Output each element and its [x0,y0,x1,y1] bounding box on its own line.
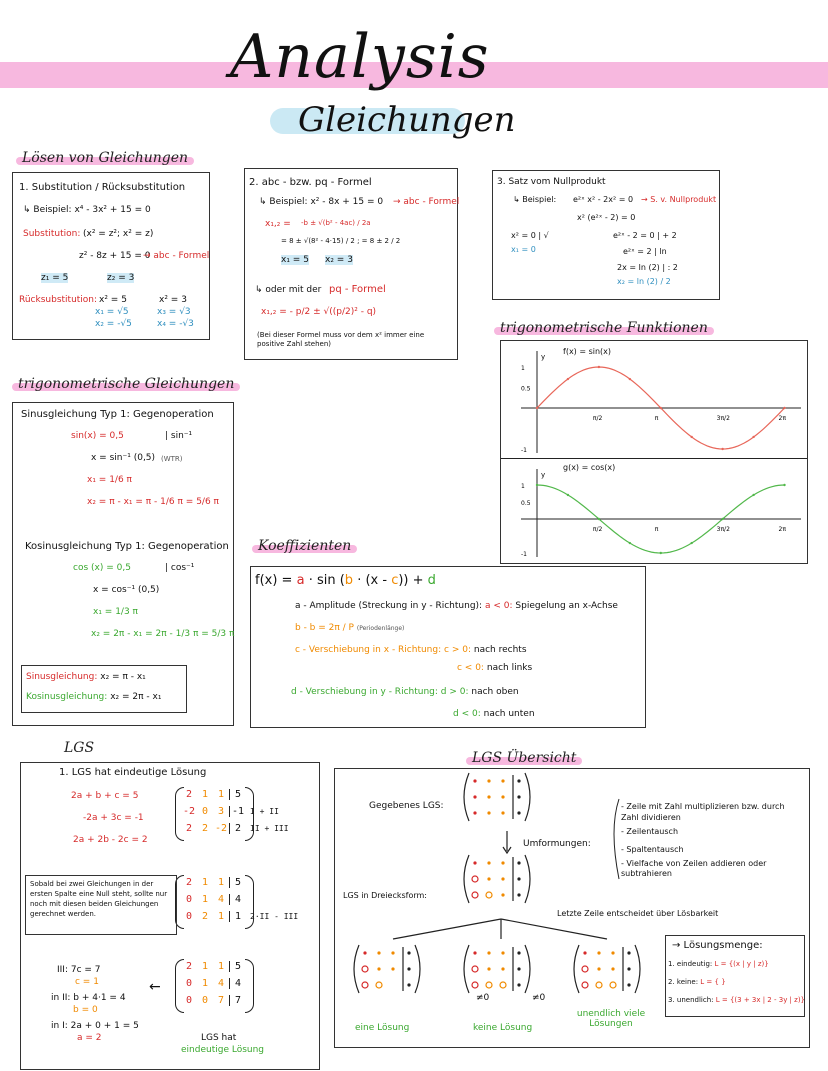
lgs-s6: a = 2 [77,1033,102,1043]
coef-dot [473,811,476,814]
matrix-cell: 1 [229,911,246,922]
r6: x₄ = -√3 [157,319,194,329]
coef-dot [597,967,600,970]
x-tick-label: 3π/2 [716,415,730,422]
r1: x² = 5 [99,295,127,305]
sin-op: | sin⁻¹ [165,431,193,441]
y-tick-label: -1 [521,447,527,454]
lgs-eq1: 2a + b + c = 5 [71,791,139,801]
matrix-bracket-left [175,959,184,1013]
abc-example: ↳ Beispiel: x² - 8x + 15 = 0 [259,197,384,207]
sin-title: Sinusgleichung Typ 1: Gegenoperation [21,409,214,420]
abc-pq-box [244,168,458,360]
substitution-box [12,172,210,340]
cos-title: Kosinusgleichung Typ 1: Gegenoperation [25,541,229,552]
matrix-cell: 1 [217,877,225,888]
data-point [721,448,723,450]
r2: x₁ = √5 [95,307,129,317]
koeff-b: b - b = 2π / P (Periodenlänge) [295,623,405,633]
data-point [567,494,569,496]
matrix-cell: 4 [229,978,246,989]
coef-dot [473,861,476,864]
case3-bracket-left [574,945,579,993]
rule-1: - Zeile mit Zahl multiplizieren bzw. durch Zahl dividieren [621,802,785,822]
data-point [629,542,631,544]
lgs-eq2: -2a + 3c = -1 [83,813,144,823]
lgs-result2: eindeutige Lösung [181,1045,265,1055]
y-tick-label: 0.5 [521,500,531,507]
x-tick-label: π/2 [592,415,603,422]
lgs-s5: in I: 2a + 0 + 1 = 5 [51,1021,139,1031]
matrix-cell: 2 [201,823,209,834]
lgs-s2: c = 1 [75,977,99,987]
matrix-cell: 1 [217,961,225,972]
lgs-note: Sobald bei zwei Gleichungen in der ersten Spalte eine Null steht, sollte nur noch mit diesen beiden Gleichungen gerechnet werden. [30,880,168,918]
matrix-cell: 3 [217,806,225,817]
coef-dot [501,811,504,814]
coef-dot [487,951,490,954]
data-point [691,436,693,438]
neq-1: ≠0 [476,993,490,1003]
data-point [752,436,754,438]
zero-circle [362,982,368,988]
matrix-cell: 1 [201,789,209,800]
trig-summary-box [21,665,187,713]
coef-dot [487,967,490,970]
cos-x: x = cos⁻¹ (0,5) [93,585,160,595]
coef-dot [473,779,476,782]
lgs-s3: in II: b + 4·1 = 4 [51,993,126,1003]
x-tick-label: 3π/2 [716,526,730,533]
x-tick-label: π [654,415,659,422]
coef-dot [473,795,476,798]
dreieck-bracket-left [464,855,469,903]
matrix-row [181,995,246,1012]
rhs-dot [627,967,630,970]
abc-formula-lhs: x₁,₂ = [265,219,291,229]
neq-2: ≠0 [532,993,546,1003]
nullprodukt-r3: 2x = ln (2) | : 2 [617,263,678,272]
matrix-bracket-left [175,787,184,841]
coef-dot [377,951,380,954]
matrix-op: II + III [250,824,289,833]
coef-dot [487,811,490,814]
matrix-cell: 1 [201,978,209,989]
branch-arrow-right [501,919,607,939]
zero-circle [582,982,588,988]
abc-x1: x₁ = 5 [281,255,309,265]
cos-chart-label: g(x) = cos(x) [563,463,616,472]
data-point [691,542,693,544]
case1-bracket-right [415,945,420,993]
sin-x2: x₂ = π - x₁ = π - 1/6 π = 5/6 π [87,497,219,507]
data-point [783,407,785,409]
matrix-row [181,894,298,911]
abc-formula: -b ± √(b² - 4ac) / 2a [301,219,371,227]
substitution-eq: (x² = z²; x² = z) [83,229,154,239]
r5: x₃ = √3 [157,307,191,317]
rhs-dot [517,967,520,970]
lgs-uebersicht-box [334,768,810,1048]
coef-dot [611,967,614,970]
data-point [598,518,600,520]
matrix-cell: 0 [185,978,193,989]
rule-4: - Vielfache von Zeilen addieren oder subtrahieren [621,859,767,878]
data-point [567,378,569,380]
matrix-cell: 5 [229,789,246,800]
cos-chart [501,459,807,563]
coef-dot [501,967,504,970]
zero-circle [376,982,382,988]
x-tick-label: 2π [778,526,786,533]
coef-dot [611,951,614,954]
section-heading-trig: trigonometrische Gleichungen [12,376,240,392]
koeff-c2: c < 0: nach links [457,663,533,673]
zero-circle [596,982,602,988]
matrix-op: 2·II - III [250,912,299,921]
koeff-c: c - Verschiebung in x - Richtung: c > 0: nach rechts [295,645,527,655]
lgs-note-box [25,875,177,935]
rules-brace [614,799,619,879]
matrix-cell: 5 [229,877,246,888]
sin-x: x = sin⁻¹ (0,5) [91,453,156,463]
coef-dot [473,951,476,954]
y-tick-label: 1 [521,483,525,490]
matrix-bracket-right [245,875,254,929]
section-heading-loesen: Lösen von Gleichungen [16,150,194,166]
y-axis-label: y [541,353,546,361]
matrix-row [181,978,246,995]
x-tick-label: 2π [778,415,786,422]
lgs-result1: LGS hat [201,1033,237,1043]
nullprodukt-beispiel-label: ↳ Beispiel: [513,195,557,204]
substitution-example: ↳ Beispiel: x⁴ - 3x² + 15 = 0 [23,205,151,215]
matrix-row [181,806,289,823]
substitution-label: Substitution: [23,229,81,239]
coef-dot [487,877,490,880]
data-point [629,378,631,380]
ruecksubst-label: Rücksubstitution: [19,295,98,305]
matrix-cell: 2 [201,911,209,922]
coef-dot [363,951,366,954]
zero-circle [362,966,368,972]
gegeben-label: Gegebenes LGS: [369,801,444,811]
coef-dot [501,893,504,896]
rhs-dot [627,983,630,986]
rhs-dot [627,951,630,954]
koeffizienten-box [250,566,646,728]
rhs-dot [407,983,410,986]
matrix-cell: 1 [201,894,209,905]
matrix-row [181,877,298,894]
section-heading-lgs: LGS [64,740,95,756]
given-bracket-left [464,773,469,821]
rhs-dot [517,861,520,864]
r3: x₂ = -√5 [95,319,132,329]
case-keine: keine Lösung [473,1023,533,1033]
rhs-dot [407,951,410,954]
loesungsmenge-box [665,935,805,1017]
data-point [752,494,754,496]
matrix-cell: 0 [185,911,193,922]
pq-formula: x₁,₂ = - p/2 ± √((p/2)² - q) [261,307,377,317]
case2-bracket-left [464,945,469,993]
nullprodukt-box [492,170,720,300]
pq-label: pq - Formel [329,284,386,295]
cos-eq: cos (x) = 0,5 [73,563,131,573]
matrix-cell: 2 [185,961,193,972]
data-point [536,484,538,486]
coef-dot [391,967,394,970]
trig-functions-box [500,340,808,564]
z1: z₁ = 5 [41,273,69,283]
coef-dot [377,967,380,970]
back-arrow-icon: ← [149,979,161,995]
nullprodukt-eq: e²ˣ x² - 2x² = 0 [573,195,634,204]
rule-2: - Zeilentausch [621,827,679,836]
nullprodukt-factored: x² (e²ˣ - 2) = 0 [577,213,636,222]
x-tick-label: π/2 [592,526,603,533]
matrix-cell: 0 [185,995,193,1006]
data-point [536,407,538,409]
koeff-d: d - Verschiebung in y - Richtung: d > 0: nach oben [291,687,519,697]
cos-x1: x₁ = 1/3 π [93,607,138,617]
matrix-cell: -2 [182,806,196,817]
coef-dot [391,951,394,954]
matrix-cell: 1 [201,877,209,888]
umformungen-label: Umformungen: [523,839,591,849]
lgs-title: 1. LGS hat eindeutige Lösung [59,767,207,778]
coef-dot [583,951,586,954]
coef-dot [501,779,504,782]
matrix-cell: 2 [229,823,246,834]
data-point [660,407,662,409]
coef-dot [501,795,504,798]
coef-dot [487,779,490,782]
quadratic-eq: z² - 8z + 15 = 0 [79,251,151,261]
y-tick-label: 1 [521,365,525,372]
nullprodukt-r1: e²ˣ - 2 = 0 | + 2 [613,231,677,240]
lgs-matrix-2 [181,877,298,928]
matrix-cell: 1 [217,789,225,800]
abc-arrow-2: → abc - Formel [393,197,460,207]
matrix-cell: 1 [201,961,209,972]
lgs-matrix-3 [181,961,246,1012]
matrix-bracket-right [245,787,254,841]
zero-circle [472,966,478,972]
data-point [721,518,723,520]
matrix-cell: 0 [185,894,193,905]
matrix-row [181,823,289,840]
sum-cos: Kosinusgleichung: x₂ = 2π - x₁ [26,692,162,702]
lm-title: → Lösungsmenge: [672,940,763,951]
y-axis-label: y [541,471,546,479]
sin-chart [501,341,807,459]
nullprodukt-r2: e²ˣ = 2 | ln [623,247,667,256]
abc-calc: = 8 ± √(8² - 4·15) / 2 ; = 8 ± 2 / 2 [281,237,401,245]
zero-circle [500,982,506,988]
pq-note: (Bei dieser Formel muss vor dem x² immer eine positive Zahl stehen) [257,331,425,348]
coef-dot [487,795,490,798]
lm-2: 2. keine: L = { } [668,978,726,986]
matrix-cell: 4 [217,978,225,989]
rhs-dot [517,779,520,782]
coef-dot [501,951,504,954]
matrix-cell: 2 [185,877,193,888]
rhs-dot [517,893,520,896]
matrix-cell: 7 [217,995,225,1006]
rhs-dot [517,795,520,798]
r4: x² = 3 [159,295,187,305]
matrix-cell: 1 [217,911,225,922]
nullprodukt-l2: x₁ = 0 [511,245,536,254]
substitution-title: 1. Substitution / Rücksubstitution [19,182,186,193]
case1-bracket-left [354,945,359,993]
dreieck-bracket-right [525,855,530,903]
section-heading-koeff: Koeffizienten [252,538,357,554]
coef-dot [501,877,504,880]
coef-dot [597,951,600,954]
letzte-zeile-label: Letzte Zeile entscheidet über Lösbarkeit [557,909,719,918]
matrix-cell: 4 [229,894,246,905]
cos-x2: x₂ = 2π - x₁ = 2π - 1/3 π = 5/3 π [91,629,235,639]
case-unendlich: unendlich viele Lösungen [576,1009,646,1029]
nullprodukt-l1: x² = 0 | √ [511,231,549,240]
zero-circle [472,876,478,882]
sin-eq: sin(x) = 0,5 [71,431,124,441]
lm-1: 1. eindeutig: L = {(x | y | z)} [668,960,769,968]
rule-3: - Spaltentausch [621,845,684,854]
matrix-cell: 0 [201,995,209,1006]
page-title: Analysis [230,22,490,92]
nullprodukt-r4: x₂ = ln (2) / 2 [617,277,671,286]
sin-chart-label: f(x) = sin(x) [563,347,612,356]
case2-bracket-right [525,945,530,993]
matrix-cell: 4 [217,894,225,905]
lgs-matrix-1 [181,789,289,840]
z2: z₂ = 3 [107,273,135,283]
y-tick-label: 0.5 [521,385,531,393]
abc-arrow: → abc - Formel [143,251,210,261]
lgs-s1: III: 7c = 7 [57,965,101,975]
nullprodukt-arrow: → S. v. Nullprodukt [641,195,717,204]
matrix-cell: 2 [185,823,193,834]
section-heading-lgsu: LGS Übersicht [466,750,582,766]
trig-equations-box [12,402,234,726]
case-eine: eine Lösung [355,1023,410,1033]
abc-title: 2. abc - bzw. pq - Formel [249,177,372,188]
data-point [783,484,785,486]
lgs-box [20,762,320,1070]
koeff-formula: f(x) = a · sin (b · (x - c)) + d [255,573,436,588]
section-heading-trigfunk: trigonometrische Funktionen [494,320,714,336]
rhs-dot [517,951,520,954]
given-bracket-right [525,773,530,821]
zero-circle [472,982,478,988]
rhs-dot [517,877,520,880]
zero-circle [486,892,492,898]
zero-circle [610,982,616,988]
matrix-row [181,961,246,978]
nullprodukt-title: 3. Satz vom Nullprodukt [497,177,606,187]
zero-circle [472,892,478,898]
matrix-cell: -1 [229,806,246,817]
data-point [598,366,600,368]
abc-x2: x₂ = 3 [325,255,353,265]
matrix-row [181,911,298,928]
sum-sin: Sinusgleichung: x₂ = π - x₁ [26,672,146,682]
rhs-dot [407,967,410,970]
page-subtitle: Gleichungen [298,100,516,140]
matrix-bracket-right [245,959,254,1013]
matrix-cell: -2 [214,823,228,834]
wtr-note: (WTR) [161,455,183,463]
rhs-dot [517,983,520,986]
dreieck-label: LGS in Dreiecksform: [343,891,427,900]
y-tick-label: -1 [521,551,527,558]
matrix-cell: 0 [201,806,209,817]
zero-circle [582,966,588,972]
matrix-row [181,789,289,806]
koeff-a: a - Amplitude (Streckung in y - Richtung): a < 0: Spiegelung an x-Achse [295,601,618,611]
lgs-eq3: 2a + 2b - 2c = 2 [73,835,148,845]
matrix-op: I + II [250,807,279,816]
cos-op: | cos⁻¹ [165,563,195,573]
x-tick-label: π [654,526,659,533]
data-point [660,552,662,554]
koeff-d2: d < 0: nach unten [453,709,535,719]
matrix-cell: 2 [185,789,193,800]
rhs-dot [517,811,520,814]
lm-3: 3. unendlich: L = {(3 + 3x | 2 - 3y | z)} [668,996,806,1004]
sin-x1: x₁ = 1/6 π [87,475,132,485]
pq-oder: ↳ oder mit der [255,285,322,295]
case3-bracket-right [635,945,640,993]
branch-arrow-left [393,919,501,939]
matrix-cell: 7 [229,995,246,1006]
coef-dot [487,861,490,864]
zero-circle [486,982,492,988]
lgs-s4: b = 0 [73,1005,98,1015]
coef-dot [501,861,504,864]
matrix-cell: 5 [229,961,246,972]
